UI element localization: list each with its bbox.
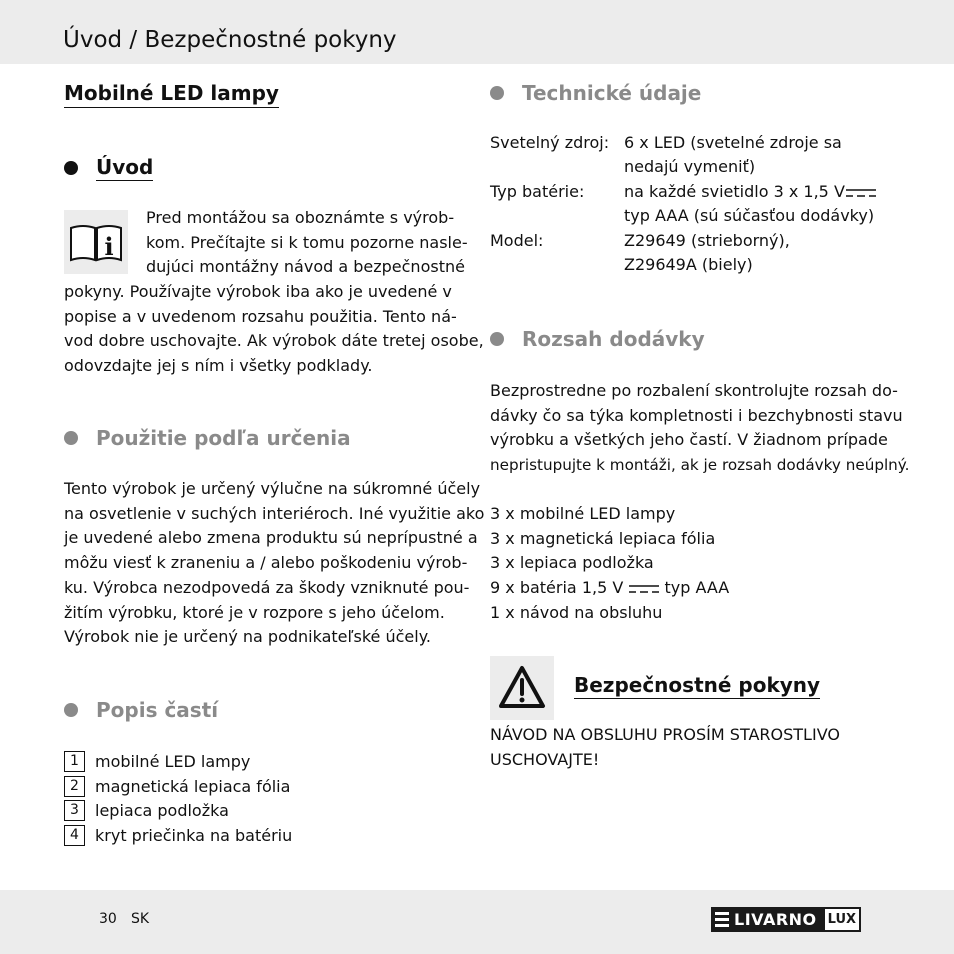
list-item: 4 kryt priečinka na batériu	[64, 824, 292, 846]
dc-symbol-icon	[629, 584, 659, 594]
part-number: 4	[64, 825, 85, 846]
list-item: 9 x batéria 1,5 V typ AAA	[490, 578, 730, 598]
spec-value: nedajú vymeniť)	[624, 157, 756, 176]
bullet-icon	[64, 431, 78, 445]
list-item: 1 x návod na obsluhu	[490, 602, 663, 622]
dc-symbol-icon	[846, 188, 876, 198]
page-title: Úvod / Bezpečnostné pokyny	[63, 27, 397, 53]
list-item: 2 magnetická lepiaca fólia	[64, 775, 290, 797]
bullet-icon	[64, 161, 78, 175]
delivery-list	[490, 502, 729, 626]
list-item: 1 mobilné LED lampy	[64, 750, 250, 772]
section-heading-tech: Technické údaje	[490, 80, 701, 106]
bullet-icon	[490, 332, 504, 346]
warning-icon	[490, 656, 554, 720]
section-heading-parts: Popis častí	[64, 697, 218, 723]
spec-value: 6 x LED (svetelné zdroje sa	[624, 133, 842, 152]
bullet-icon	[64, 703, 78, 717]
intro-text-top: Pred montážou sa oboznámte s výrob- kom. Prečítajte si k tomu pozorne nasle- dujúci montážny návod a bezpečnostné	[146, 208, 468, 277]
safety-text: NÁVOD NA OBSLUHU PROSÍM STAROSTLIVO USCHOVAJTE!	[490, 725, 840, 769]
delivery-text: Bezprostredne po rozbalení skontrolujte rozsah do- dávky čo sa týka kompletnosti i bezchybnosti stavu výrobku a všetkých jeho častí. V žiadnom prípade nepristupujte k montáži, ak je rozsah dodávky neúplný.	[490, 381, 910, 475]
section-heading-safety: Bezpečnostné pokyny	[574, 673, 821, 697]
list-item: 3 x magnetická lepiaca fólia	[490, 528, 716, 548]
product-title: Mobilné LED lampy	[64, 80, 279, 108]
logo-bars-icon	[715, 912, 729, 927]
list-item: 3 lepiaca podložka	[64, 799, 229, 821]
spec-value: Z29649 (strieborný),	[624, 231, 790, 250]
spec-label-model: Model:	[490, 231, 544, 250]
section-heading-intended-use: Použitie podľa určenia	[64, 425, 351, 451]
brand-logo: LIVARNO LUX	[711, 907, 861, 932]
spec-label-light: Svetelný zdroj:	[490, 133, 610, 152]
part-number: 1	[64, 751, 85, 772]
section-heading-intro: Úvod	[64, 154, 153, 181]
spec-value: na každé svietidlo 3 x 1,5 V	[624, 182, 876, 201]
header-band	[0, 0, 954, 64]
page-number: 30	[99, 911, 117, 927]
part-number: 2	[64, 776, 85, 797]
bullet-icon	[490, 86, 504, 100]
intro-text-bottom: pokyny. Používajte výrobok iba ako je uvedené v popise a v uvedenom rozsahu použitia. Tento ná- vod dobre uschovajte. Ak výrobok dáte tretej osobe, odovzdajte jej s ním i všetky podklady.	[64, 282, 484, 376]
language-code: SK	[131, 911, 150, 927]
spec-value: typ AAA (sú súčasťou dodávky)	[624, 206, 875, 225]
svg-text:i: i	[104, 232, 114, 261]
info-manual-icon	[64, 210, 128, 274]
part-number: 3	[64, 800, 85, 821]
intended-use-text: Tento výrobok je určený výlučne na súkromné účely na osvetlenie v suchých interiéroch. Iné využitie ako je uvedené alebo zmena produktu sú neprípustné a môžu viesť k zraneniu a / alebo poškodeniu výrob- ku. Výrobca nezodpovedá za škody vzniknuté pou- žitím výrobku, ktoré je v rozpore s jeho účelom. Výrobok nie je určený na podnikateľské účely.	[64, 479, 485, 647]
list-item: 3 x lepiaca podložka	[490, 553, 654, 573]
section-heading-delivery: Rozsah dodávky	[490, 326, 705, 352]
spec-label-battery: Typ batérie:	[490, 182, 585, 201]
spec-value: Z29649A (biely)	[624, 255, 753, 274]
list-item: 3 x mobilné LED lampy	[490, 504, 676, 523]
